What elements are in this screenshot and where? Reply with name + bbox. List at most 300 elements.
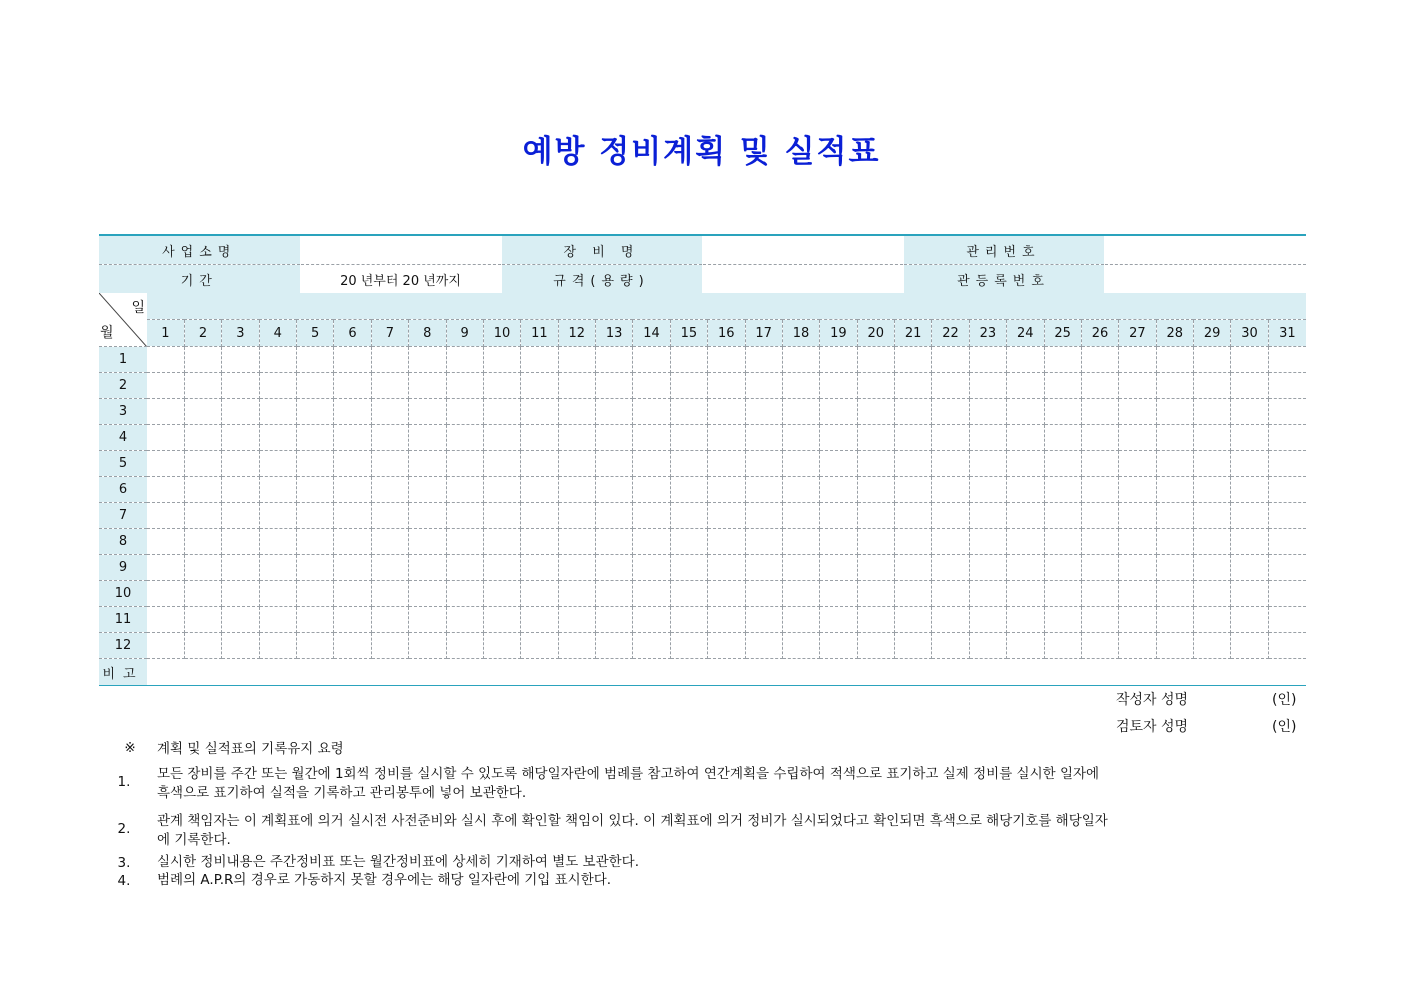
schedule-cell[interactable]	[409, 451, 446, 477]
schedule-cell[interactable]	[297, 425, 334, 451]
schedule-cell[interactable]	[932, 529, 969, 555]
schedule-cell[interactable]	[184, 477, 221, 503]
schedule-cell[interactable]	[1231, 633, 1268, 659]
schedule-cell[interactable]	[1081, 477, 1118, 503]
schedule-cell[interactable]	[297, 451, 334, 477]
schedule-cell[interactable]	[745, 425, 782, 451]
schedule-cell[interactable]	[409, 607, 446, 633]
schedule-cell[interactable]	[670, 607, 707, 633]
schedule-cell[interactable]	[1081, 607, 1118, 633]
schedule-cell[interactable]	[521, 425, 558, 451]
schedule-cell[interactable]	[1268, 633, 1306, 659]
schedule-cell[interactable]	[1081, 425, 1118, 451]
schedule-cell[interactable]	[1119, 529, 1156, 555]
schedule-cell[interactable]	[1044, 373, 1081, 399]
schedule-cell[interactable]	[1044, 581, 1081, 607]
schedule-cell[interactable]	[932, 503, 969, 529]
schedule-cell[interactable]	[297, 373, 334, 399]
schedule-cell[interactable]	[297, 555, 334, 581]
schedule-cell[interactable]	[409, 581, 446, 607]
schedule-cell[interactable]	[334, 451, 371, 477]
schedule-cell[interactable]	[670, 477, 707, 503]
schedule-cell[interactable]	[1194, 607, 1231, 633]
schedule-cell[interactable]	[820, 347, 857, 373]
schedule-cell[interactable]	[297, 581, 334, 607]
schedule-cell[interactable]	[259, 607, 296, 633]
schedule-cell[interactable]	[1007, 425, 1044, 451]
schedule-cell[interactable]	[932, 633, 969, 659]
manage-no-field[interactable]	[1104, 236, 1306, 265]
schedule-cell[interactable]	[596, 555, 633, 581]
schedule-cell[interactable]	[147, 425, 184, 451]
schedule-cell[interactable]	[1231, 425, 1268, 451]
schedule-cell[interactable]	[334, 633, 371, 659]
schedule-cell[interactable]	[259, 529, 296, 555]
schedule-cell[interactable]	[708, 633, 745, 659]
schedule-cell[interactable]	[1007, 347, 1044, 373]
schedule-cell[interactable]	[371, 451, 408, 477]
schedule-cell[interactable]	[745, 477, 782, 503]
schedule-cell[interactable]	[670, 633, 707, 659]
schedule-cell[interactable]	[1044, 555, 1081, 581]
schedule-cell[interactable]	[259, 555, 296, 581]
schedule-cell[interactable]	[558, 529, 595, 555]
schedule-cell[interactable]	[371, 503, 408, 529]
schedule-cell[interactable]	[745, 529, 782, 555]
schedule-cell[interactable]	[969, 581, 1006, 607]
schedule-cell[interactable]	[297, 347, 334, 373]
schedule-cell[interactable]	[446, 581, 483, 607]
schedule-cell[interactable]	[334, 425, 371, 451]
schedule-cell[interactable]	[259, 451, 296, 477]
schedule-cell[interactable]	[446, 399, 483, 425]
schedule-cell[interactable]	[409, 529, 446, 555]
schedule-cell[interactable]	[334, 477, 371, 503]
schedule-cell[interactable]	[184, 529, 221, 555]
schedule-cell[interactable]	[558, 373, 595, 399]
schedule-cell[interactable]	[409, 503, 446, 529]
schedule-cell[interactable]	[895, 477, 932, 503]
schedule-cell[interactable]	[670, 399, 707, 425]
schedule-cell[interactable]	[558, 503, 595, 529]
schedule-cell[interactable]	[222, 451, 259, 477]
schedule-cell[interactable]	[857, 451, 894, 477]
schedule-cell[interactable]	[483, 607, 520, 633]
schedule-cell[interactable]	[932, 555, 969, 581]
schedule-cell[interactable]	[147, 477, 184, 503]
schedule-cell[interactable]	[1268, 529, 1306, 555]
reg-no-field[interactable]	[1104, 265, 1306, 294]
schedule-cell[interactable]	[1119, 477, 1156, 503]
schedule-cell[interactable]	[633, 477, 670, 503]
schedule-cell[interactable]	[558, 633, 595, 659]
schedule-cell[interactable]	[446, 607, 483, 633]
schedule-cell[interactable]	[483, 477, 520, 503]
schedule-cell[interactable]	[633, 451, 670, 477]
equipment-name-field[interactable]	[702, 236, 903, 265]
schedule-cell[interactable]	[297, 477, 334, 503]
schedule-cell[interactable]	[222, 555, 259, 581]
schedule-cell[interactable]	[409, 555, 446, 581]
schedule-cell[interactable]	[708, 529, 745, 555]
schedule-cell[interactable]	[1268, 451, 1306, 477]
schedule-cell[interactable]	[1268, 399, 1306, 425]
schedule-cell[interactable]	[1156, 607, 1193, 633]
schedule-cell[interactable]	[1194, 347, 1231, 373]
schedule-cell[interactable]	[969, 503, 1006, 529]
schedule-cell[interactable]	[184, 581, 221, 607]
schedule-cell[interactable]	[483, 581, 520, 607]
schedule-cell[interactable]	[1119, 451, 1156, 477]
remarks-field[interactable]	[147, 659, 1306, 686]
schedule-cell[interactable]	[184, 555, 221, 581]
schedule-cell[interactable]	[969, 529, 1006, 555]
schedule-cell[interactable]	[745, 503, 782, 529]
schedule-cell[interactable]	[147, 451, 184, 477]
schedule-cell[interactable]	[708, 477, 745, 503]
schedule-cell[interactable]	[895, 347, 932, 373]
schedule-cell[interactable]	[596, 399, 633, 425]
schedule-cell[interactable]	[1268, 581, 1306, 607]
schedule-cell[interactable]	[708, 451, 745, 477]
schedule-cell[interactable]	[596, 373, 633, 399]
schedule-cell[interactable]	[1007, 399, 1044, 425]
schedule-cell[interactable]	[596, 425, 633, 451]
schedule-cell[interactable]	[895, 529, 932, 555]
schedule-cell[interactable]	[1081, 555, 1118, 581]
schedule-cell[interactable]	[1268, 477, 1306, 503]
schedule-cell[interactable]	[596, 503, 633, 529]
schedule-cell[interactable]	[857, 529, 894, 555]
schedule-cell[interactable]	[633, 399, 670, 425]
schedule-cell[interactable]	[782, 399, 819, 425]
schedule-cell[interactable]	[1194, 477, 1231, 503]
schedule-cell[interactable]	[1194, 425, 1231, 451]
schedule-cell[interactable]	[708, 581, 745, 607]
schedule-cell[interactable]	[969, 373, 1006, 399]
schedule-cell[interactable]	[782, 373, 819, 399]
schedule-cell[interactable]	[1231, 451, 1268, 477]
schedule-cell[interactable]	[857, 373, 894, 399]
schedule-cell[interactable]	[670, 425, 707, 451]
schedule-cell[interactable]	[895, 607, 932, 633]
schedule-cell[interactable]	[1044, 425, 1081, 451]
schedule-cell[interactable]	[259, 477, 296, 503]
schedule-cell[interactable]	[969, 555, 1006, 581]
schedule-cell[interactable]	[483, 373, 520, 399]
schedule-cell[interactable]	[820, 607, 857, 633]
schedule-cell[interactable]	[297, 503, 334, 529]
schedule-cell[interactable]	[1156, 399, 1193, 425]
schedule-cell[interactable]	[409, 477, 446, 503]
schedule-cell[interactable]	[297, 633, 334, 659]
schedule-cell[interactable]	[895, 503, 932, 529]
schedule-cell[interactable]	[670, 451, 707, 477]
schedule-cell[interactable]	[1268, 503, 1306, 529]
schedule-cell[interactable]	[147, 633, 184, 659]
schedule-cell[interactable]	[820, 503, 857, 529]
schedule-cell[interactable]	[1081, 529, 1118, 555]
schedule-cell[interactable]	[483, 555, 520, 581]
schedule-cell[interactable]	[782, 633, 819, 659]
schedule-cell[interactable]	[222, 529, 259, 555]
schedule-cell[interactable]	[633, 529, 670, 555]
schedule-cell[interactable]	[446, 529, 483, 555]
schedule-cell[interactable]	[1007, 503, 1044, 529]
schedule-cell[interactable]	[1268, 555, 1306, 581]
schedule-cell[interactable]	[184, 633, 221, 659]
schedule-cell[interactable]	[409, 347, 446, 373]
schedule-cell[interactable]	[670, 347, 707, 373]
schedule-cell[interactable]	[782, 347, 819, 373]
schedule-cell[interactable]	[1119, 555, 1156, 581]
schedule-cell[interactable]	[147, 581, 184, 607]
schedule-cell[interactable]	[820, 373, 857, 399]
schedule-cell[interactable]	[1119, 373, 1156, 399]
schedule-cell[interactable]	[1268, 373, 1306, 399]
schedule-cell[interactable]	[1119, 399, 1156, 425]
schedule-cell[interactable]	[745, 399, 782, 425]
schedule-cell[interactable]	[371, 581, 408, 607]
spec-field[interactable]	[702, 265, 903, 294]
schedule-cell[interactable]	[633, 503, 670, 529]
schedule-cell[interactable]	[932, 477, 969, 503]
schedule-cell[interactable]	[1081, 581, 1118, 607]
schedule-cell[interactable]	[782, 581, 819, 607]
schedule-cell[interactable]	[1231, 581, 1268, 607]
schedule-cell[interactable]	[596, 347, 633, 373]
schedule-cell[interactable]	[969, 607, 1006, 633]
schedule-cell[interactable]	[147, 347, 184, 373]
schedule-cell[interactable]	[483, 633, 520, 659]
schedule-cell[interactable]	[446, 477, 483, 503]
schedule-cell[interactable]	[222, 581, 259, 607]
schedule-cell[interactable]	[895, 451, 932, 477]
schedule-cell[interactable]	[857, 581, 894, 607]
schedule-cell[interactable]	[222, 399, 259, 425]
schedule-cell[interactable]	[147, 399, 184, 425]
schedule-cell[interactable]	[745, 633, 782, 659]
schedule-cell[interactable]	[596, 529, 633, 555]
schedule-cell[interactable]	[1119, 503, 1156, 529]
schedule-cell[interactable]	[483, 529, 520, 555]
schedule-cell[interactable]	[334, 373, 371, 399]
schedule-cell[interactable]	[820, 581, 857, 607]
schedule-cell[interactable]	[745, 347, 782, 373]
schedule-cell[interactable]	[1119, 347, 1156, 373]
schedule-cell[interactable]	[1156, 633, 1193, 659]
schedule-cell[interactable]	[932, 347, 969, 373]
schedule-cell[interactable]	[259, 581, 296, 607]
schedule-cell[interactable]	[1044, 477, 1081, 503]
schedule-cell[interactable]	[1081, 451, 1118, 477]
schedule-cell[interactable]	[483, 347, 520, 373]
schedule-cell[interactable]	[1156, 477, 1193, 503]
schedule-cell[interactable]	[596, 633, 633, 659]
schedule-cell[interactable]	[521, 633, 558, 659]
schedule-cell[interactable]	[1156, 503, 1193, 529]
schedule-cell[interactable]	[1194, 399, 1231, 425]
schedule-cell[interactable]	[969, 477, 1006, 503]
period-field[interactable]: 20 년부터 20 년까지	[300, 265, 501, 294]
schedule-cell[interactable]	[259, 399, 296, 425]
schedule-cell[interactable]	[1007, 607, 1044, 633]
schedule-cell[interactable]	[521, 399, 558, 425]
schedule-cell[interactable]	[558, 451, 595, 477]
schedule-cell[interactable]	[782, 555, 819, 581]
schedule-cell[interactable]	[895, 555, 932, 581]
schedule-cell[interactable]	[745, 607, 782, 633]
schedule-cell[interactable]	[334, 347, 371, 373]
schedule-cell[interactable]	[1081, 347, 1118, 373]
schedule-cell[interactable]	[633, 607, 670, 633]
schedule-cell[interactable]	[895, 399, 932, 425]
schedule-cell[interactable]	[1231, 477, 1268, 503]
schedule-cell[interactable]	[820, 555, 857, 581]
schedule-cell[interactable]	[596, 581, 633, 607]
schedule-cell[interactable]	[1194, 529, 1231, 555]
schedule-cell[interactable]	[633, 425, 670, 451]
schedule-cell[interactable]	[1268, 425, 1306, 451]
schedule-cell[interactable]	[521, 503, 558, 529]
schedule-cell[interactable]	[670, 529, 707, 555]
schedule-cell[interactable]	[297, 607, 334, 633]
schedule-cell[interactable]	[745, 555, 782, 581]
schedule-cell[interactable]	[521, 347, 558, 373]
schedule-cell[interactable]	[1081, 399, 1118, 425]
schedule-cell[interactable]	[670, 581, 707, 607]
schedule-cell[interactable]	[483, 451, 520, 477]
schedule-cell[interactable]	[259, 373, 296, 399]
schedule-cell[interactable]	[1231, 399, 1268, 425]
schedule-cell[interactable]	[1007, 477, 1044, 503]
schedule-cell[interactable]	[446, 425, 483, 451]
schedule-cell[interactable]	[521, 607, 558, 633]
schedule-cell[interactable]	[1119, 607, 1156, 633]
schedule-cell[interactable]	[222, 503, 259, 529]
schedule-cell[interactable]	[1007, 581, 1044, 607]
schedule-cell[interactable]	[184, 399, 221, 425]
schedule-cell[interactable]	[521, 477, 558, 503]
schedule-cell[interactable]	[446, 503, 483, 529]
schedule-cell[interactable]	[409, 425, 446, 451]
schedule-cell[interactable]	[521, 451, 558, 477]
schedule-cell[interactable]	[558, 347, 595, 373]
schedule-cell[interactable]	[147, 555, 184, 581]
schedule-cell[interactable]	[895, 425, 932, 451]
schedule-cell[interactable]	[147, 607, 184, 633]
schedule-cell[interactable]	[708, 399, 745, 425]
schedule-cell[interactable]	[596, 477, 633, 503]
schedule-cell[interactable]	[782, 477, 819, 503]
schedule-cell[interactable]	[1231, 503, 1268, 529]
schedule-cell[interactable]	[782, 503, 819, 529]
schedule-cell[interactable]	[633, 347, 670, 373]
schedule-cell[interactable]	[857, 477, 894, 503]
schedule-cell[interactable]	[521, 581, 558, 607]
schedule-cell[interactable]	[334, 607, 371, 633]
schedule-cell[interactable]	[521, 555, 558, 581]
schedule-cell[interactable]	[259, 503, 296, 529]
schedule-cell[interactable]	[1044, 607, 1081, 633]
schedule-cell[interactable]	[1194, 633, 1231, 659]
schedule-cell[interactable]	[932, 425, 969, 451]
schedule-cell[interactable]	[1194, 555, 1231, 581]
schedule-cell[interactable]	[782, 451, 819, 477]
schedule-cell[interactable]	[745, 581, 782, 607]
schedule-cell[interactable]	[932, 399, 969, 425]
schedule-cell[interactable]	[1156, 529, 1193, 555]
schedule-cell[interactable]	[1081, 373, 1118, 399]
schedule-cell[interactable]	[708, 347, 745, 373]
schedule-cell[interactable]	[1007, 373, 1044, 399]
schedule-cell[interactable]	[1044, 529, 1081, 555]
schedule-cell[interactable]	[782, 425, 819, 451]
schedule-cell[interactable]	[297, 399, 334, 425]
schedule-cell[interactable]	[969, 633, 1006, 659]
schedule-cell[interactable]	[969, 451, 1006, 477]
schedule-cell[interactable]	[1081, 503, 1118, 529]
schedule-cell[interactable]	[1231, 607, 1268, 633]
schedule-cell[interactable]	[371, 529, 408, 555]
schedule-cell[interactable]	[932, 607, 969, 633]
schedule-cell[interactable]	[222, 633, 259, 659]
schedule-cell[interactable]	[969, 399, 1006, 425]
schedule-cell[interactable]	[1231, 347, 1268, 373]
schedule-cell[interactable]	[782, 529, 819, 555]
schedule-cell[interactable]	[708, 503, 745, 529]
schedule-cell[interactable]	[969, 347, 1006, 373]
schedule-cell[interactable]	[895, 581, 932, 607]
schedule-cell[interactable]	[222, 477, 259, 503]
schedule-cell[interactable]	[222, 425, 259, 451]
schedule-cell[interactable]	[259, 633, 296, 659]
schedule-cell[interactable]	[670, 503, 707, 529]
schedule-cell[interactable]	[857, 399, 894, 425]
schedule-cell[interactable]	[371, 347, 408, 373]
schedule-cell[interactable]	[222, 607, 259, 633]
schedule-cell[interactable]	[334, 399, 371, 425]
schedule-cell[interactable]	[446, 347, 483, 373]
schedule-cell[interactable]	[1007, 451, 1044, 477]
schedule-cell[interactable]	[371, 607, 408, 633]
schedule-cell[interactable]	[633, 555, 670, 581]
schedule-cell[interactable]	[371, 373, 408, 399]
schedule-cell[interactable]	[371, 477, 408, 503]
schedule-cell[interactable]	[932, 373, 969, 399]
schedule-cell[interactable]	[1194, 581, 1231, 607]
schedule-cell[interactable]	[857, 425, 894, 451]
schedule-cell[interactable]	[371, 555, 408, 581]
schedule-cell[interactable]	[409, 633, 446, 659]
schedule-cell[interactable]	[857, 607, 894, 633]
schedule-cell[interactable]	[1007, 555, 1044, 581]
schedule-cell[interactable]	[857, 347, 894, 373]
schedule-cell[interactable]	[334, 529, 371, 555]
schedule-cell[interactable]	[409, 373, 446, 399]
schedule-cell[interactable]	[1156, 555, 1193, 581]
schedule-cell[interactable]	[1119, 425, 1156, 451]
schedule-cell[interactable]	[297, 529, 334, 555]
schedule-cell[interactable]	[1007, 529, 1044, 555]
schedule-cell[interactable]	[1044, 399, 1081, 425]
schedule-cell[interactable]	[708, 425, 745, 451]
schedule-cell[interactable]	[334, 503, 371, 529]
schedule-cell[interactable]	[1156, 347, 1193, 373]
schedule-cell[interactable]	[670, 555, 707, 581]
schedule-cell[interactable]	[222, 347, 259, 373]
schedule-cell[interactable]	[259, 425, 296, 451]
